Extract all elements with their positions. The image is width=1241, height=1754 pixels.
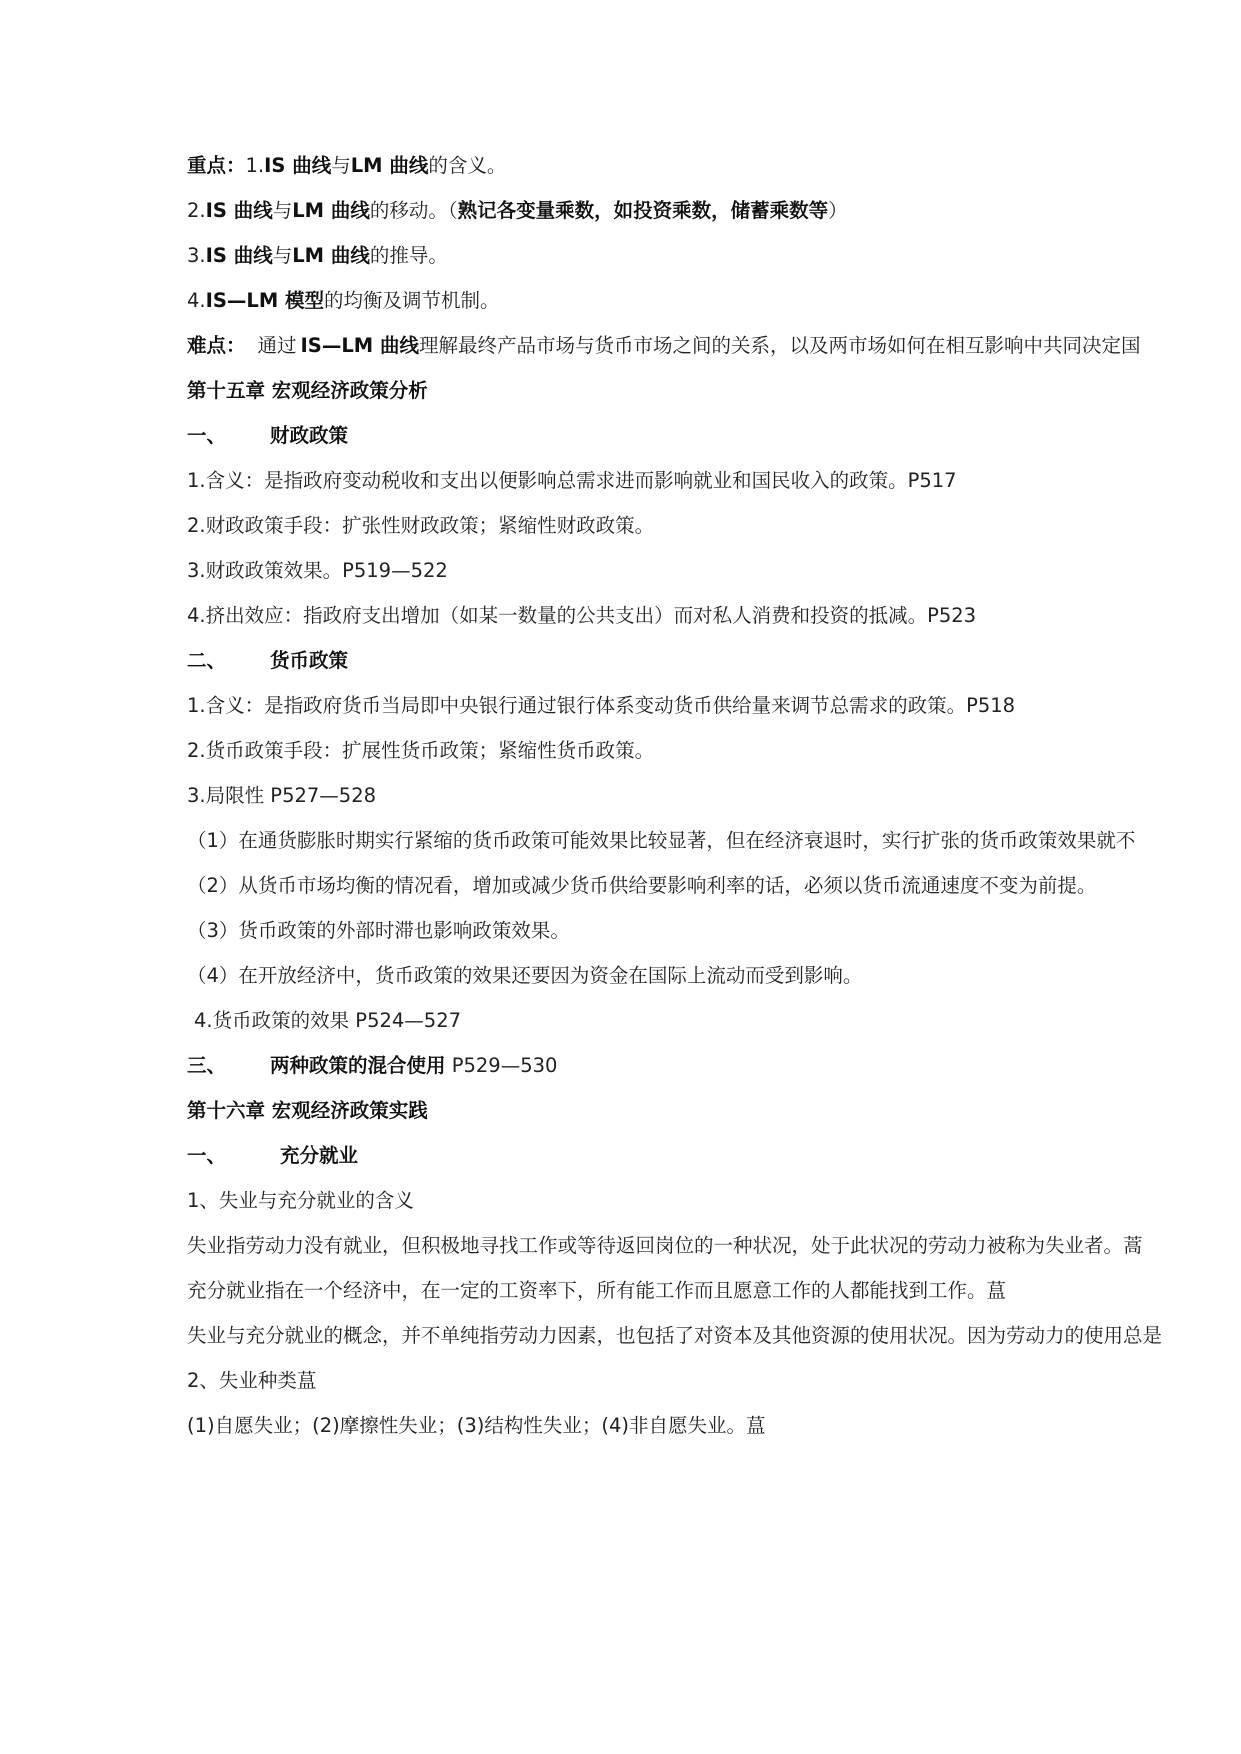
monetary-item-1 <box>187 691 1241 721</box>
text: （3）货币政策的外部时滞也影响政策效果。 <box>187 919 570 942</box>
employment-item-2 <box>187 1366 1241 1396</box>
page-ref: P529—530 <box>445 1054 558 1077</box>
text: 3.局限性 P527—528 <box>187 784 377 807</box>
section-number: 三、 <box>187 1054 227 1077</box>
fiscal-item-1 <box>187 466 1241 496</box>
section-fiscal-policy-heading <box>187 421 1241 451</box>
difficulty-label: 难点： <box>187 334 246 357</box>
text: ） <box>828 199 848 222</box>
text: 与 <box>272 244 293 267</box>
text: （2）从货币市场均衡的情况看，增加或减少货币供给要影响利率的话，必须以货币流通速度不变为前提。 <box>187 874 1097 897</box>
fiscal-item-3 <box>187 556 1241 586</box>
item-number: 3. <box>187 244 206 267</box>
full-employment-definition <box>187 1276 1241 1306</box>
text: 1.含义：是指政府变动税收和支出以便影响总需求进而影响就业和国民收入的政策。P517 <box>187 469 957 492</box>
section-full-employment-heading <box>187 1141 1241 1171</box>
text: 2.货币政策手段：扩展性货币政策；紧缩性货币政策。 <box>187 739 655 762</box>
term-is-lm-model: IS—LM 模型 <box>205 289 325 312</box>
limitation-2 <box>187 871 1241 901</box>
section-number: 一、 <box>187 424 227 447</box>
section-number: 二、 <box>187 649 227 672</box>
text: 的移动。（ <box>369 199 458 222</box>
text: 的均衡及调节机制。 <box>324 289 500 312</box>
text: 失业与充分就业的概念，并不单纯指劳动力因素，也包括了对资本及其他资源的使用状况。因为劳动力的使用总是 <box>187 1324 1163 1347</box>
key-points-line-2 <box>187 196 1241 226</box>
term-is-lm-curve: IS—LM 曲线 <box>300 334 419 357</box>
text: （4）在开放经济中，货币政策的效果还要因为资金在国际上流动而受到影响。 <box>187 964 863 987</box>
term-is-curve: IS 曲线 <box>205 199 273 222</box>
chapter-title: 第十六章 宏观经济政策实践 <box>187 1099 428 1122</box>
text: 通过 <box>257 334 297 357</box>
item-number: 1. <box>245 154 265 177</box>
text: 理解最终产品市场与货币市场之间的关系，以及两市场如何在相互影响中共同决定国 <box>418 334 1141 357</box>
key-points-line-3 <box>187 241 1241 271</box>
section-title: 充分就业 <box>280 1144 359 1167</box>
text: 失业指劳动力没有就业，但积极地寻找工作或等待返回岗位的一种状况，处于此状况的劳动力被称为失业者。蒿 <box>187 1234 1143 1257</box>
monetary-item-2 <box>187 736 1241 766</box>
chapter-16-heading <box>187 1096 1241 1126</box>
key-points-label: 重点： <box>187 154 246 177</box>
employment-item-1 <box>187 1186 1241 1216</box>
unemployment-definition <box>187 1231 1241 1261</box>
text: （1）在通货膨胀时期实行紧缩的货币政策可能效果比较显著，但在经济衰退时，实行扩张的货币政策效果就不 <box>187 829 1136 852</box>
text: 4.货币政策的效果 P524—527 <box>194 1009 462 1032</box>
limitation-1 <box>187 826 1241 856</box>
text: 1、失业与充分就业的含义 <box>187 1189 414 1212</box>
chapter-title: 第十五章 宏观经济政策分析 <box>187 379 428 402</box>
term-is-curve: IS 曲线 <box>264 154 332 177</box>
term-is-curve: IS 曲线 <box>205 244 273 267</box>
monetary-item-3 <box>187 781 1241 811</box>
text: 与 <box>272 199 293 222</box>
term-lm-curve: LM 曲线 <box>292 199 370 222</box>
monetary-item-4 <box>194 1006 1241 1036</box>
text: 的含义。 <box>428 154 507 177</box>
item-number: 4. <box>187 289 206 312</box>
text: 2.财政政策手段：扩张性财政政策；紧缩性财政政策。 <box>187 514 655 537</box>
key-points-line-1 <box>187 151 1241 181</box>
section-title: 货币政策 <box>270 649 349 672</box>
emphasis-note: 熟记各变量乘数，如投资乘数，储蓄乘数等 <box>457 199 829 222</box>
text: 与 <box>331 154 351 177</box>
text: 3.财政政策效果。P519—522 <box>187 559 448 582</box>
chapter-15-heading <box>187 376 1241 406</box>
term-lm-curve: LM 曲线 <box>292 244 370 267</box>
text: 1.含义：是指政府货币当局即中央银行通过银行体系变动货币供给量来调节总需求的政策。P518 <box>187 694 1016 717</box>
section-policy-mix-heading <box>187 1051 1241 1081</box>
fiscal-item-4 <box>187 601 1241 631</box>
text: 的推导。 <box>369 244 448 267</box>
text: 充分就业指在一个经济中，在一定的工资率下，所有能工作而且愿意工作的人都能找到工作。蒀 <box>187 1279 1007 1302</box>
section-title: 两种政策的混合使用 <box>270 1054 446 1077</box>
unemployment-types <box>187 1411 1241 1441</box>
employment-concept-note <box>187 1321 1241 1351</box>
fiscal-item-2 <box>187 511 1241 541</box>
text: 4.挤出效应：指政府支出增加（如某一数量的公共支出）而对私人消费和投资的抵减。P523 <box>187 604 977 627</box>
difficulty-line <box>187 331 1241 361</box>
section-monetary-policy-heading <box>187 646 1241 676</box>
text: (1)自愿失业；(2)摩擦性失业；(3)结构性失业；(4)非自愿失业。蒀 <box>187 1414 766 1437</box>
key-points-line-4 <box>187 286 1241 316</box>
item-number: 2. <box>187 199 206 222</box>
limitation-3 <box>187 916 1241 946</box>
section-title: 财政政策 <box>270 424 349 447</box>
limitation-4 <box>187 961 1241 991</box>
section-number: 一、 <box>187 1144 227 1167</box>
term-lm-curve: LM 曲线 <box>350 154 429 177</box>
text: 2、失业种类蒀 <box>187 1369 317 1392</box>
